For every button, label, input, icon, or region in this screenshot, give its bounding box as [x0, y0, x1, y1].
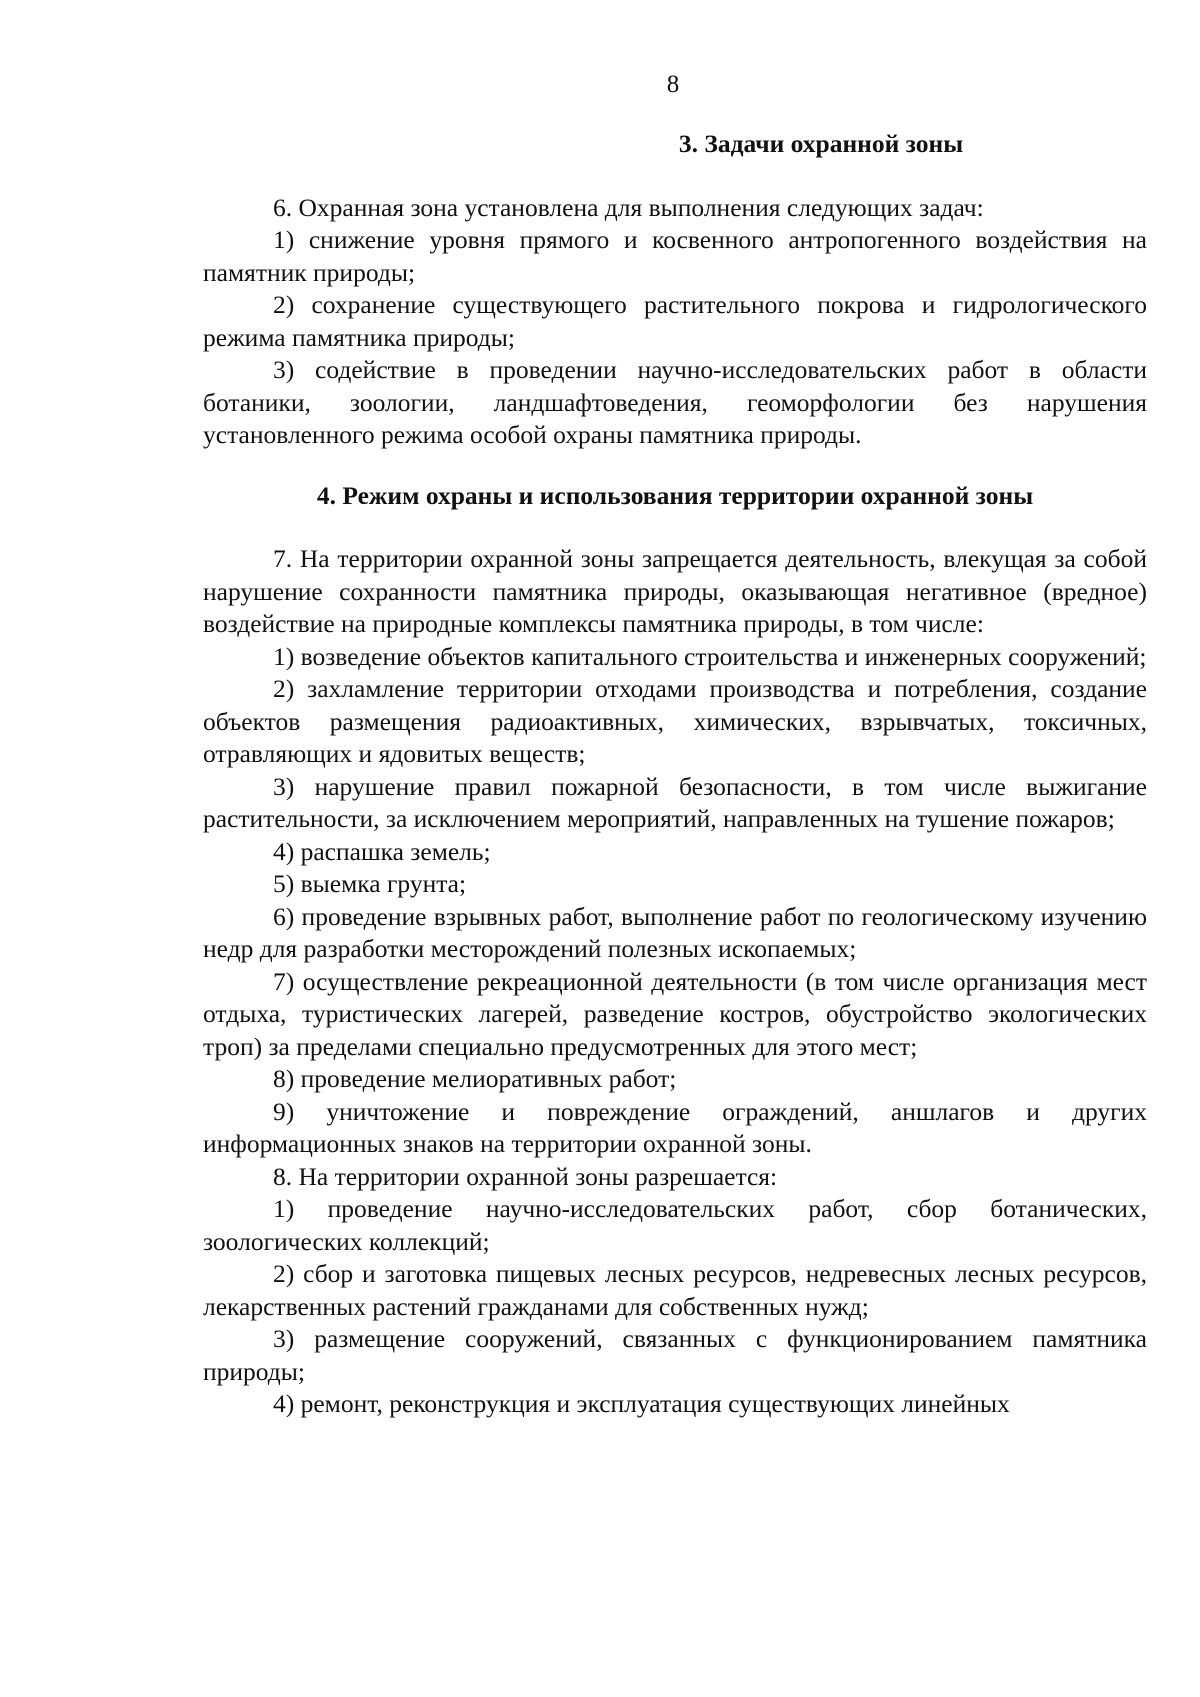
- prohibition-2: 2) захламление территории отходами производства и потребления, создание объектов размещения радиоактивных, химических, взрывчатых, токсичных, отравляющих и ядовитых веществ;: [203, 674, 1147, 768]
- permission-2: 2) сбор и заготовка пищевых лесных ресурсов, недревесных лесных ресурсов, лекарственных растений гражданами для собственных нужд;: [203, 1259, 1147, 1321]
- prohibition-8: 8) проведение мелиоративных работ;: [273, 1064, 677, 1093]
- prohibition-6: 6) проведение взрывных работ, выполнение работ по геологическому изучению недр для разработки месторождений полезных ископаемых;: [203, 901, 1147, 963]
- paragraph-6: 6. Охранная зона установлена для выполнения следующих задач:: [273, 192, 984, 222]
- prohibition-4: 4) распашка земель;: [273, 836, 491, 866]
- prohibition-5: 5) выемка грунта;: [273, 869, 467, 898]
- prohibition-3: 3) нарушение правил пожарной безопасности, в том числе выжигание растительности, за исключением мероприятий, направленных на тушение пожаров;: [203, 771, 1147, 833]
- page-number: 8: [666, 71, 680, 98]
- document-body: [203, 128, 1147, 1421]
- prohibition-1: 1) возведение объектов капитального строительства и инженерных сооружений;: [273, 641, 1147, 671]
- permission-1: 1) проведение научно-исследовательских работ, сбор ботанических, зоологических коллекций;: [203, 1194, 1147, 1256]
- section-3-title: 3. Задачи охранной зоны: [678, 129, 964, 158]
- prohibition-9: 9) уничтожение и повреждение ограждений, аншлагов и других информационных знаков на территории охранной зоны.: [203, 1096, 1147, 1158]
- prohibition-7: 7) осуществление рекреационной деятельности (в том числе организация мест отдыха, туристических лагерей, разведение костров, обустройство экологических троп) за пределами специально предусмотренных для этого мест;: [203, 966, 1147, 1061]
- permission-4: 4) ремонт, реконструкция и эксплуатация существующих линейных: [273, 1389, 1010, 1418]
- section-4-title: 4. Режим охраны и использования территории охранной зоны: [316, 480, 1034, 510]
- task-2: 2) сохранение существующего растительного покрова и гидрологического режима памятника природы;: [203, 290, 1147, 352]
- paragraph-8: 8. На территории охранной зоны разрешается:: [273, 1161, 778, 1191]
- task-1: 1) снижение уровня прямого и косвенного антропогенного воздействия на памятник природы;: [203, 225, 1147, 287]
- permission-3: 3) размещение сооружений, связанных с функционированием памятника природы;: [203, 1324, 1147, 1386]
- task-3: 3) содействие в проведении научно-исследовательских работ в области ботаники, зоологии, ландшафтоведения, геоморфологии без нарушения установленного режима особой охраны памятника природы.: [203, 355, 1147, 449]
- paragraph-7: 7. На территории охранной зоны запрещается деятельность, влекущая за собой нарушение сохранности памятника природы, оказывающая негативное (вредное) воздействие на природные комплексы памятника природы, в том числе:: [203, 544, 1147, 638]
